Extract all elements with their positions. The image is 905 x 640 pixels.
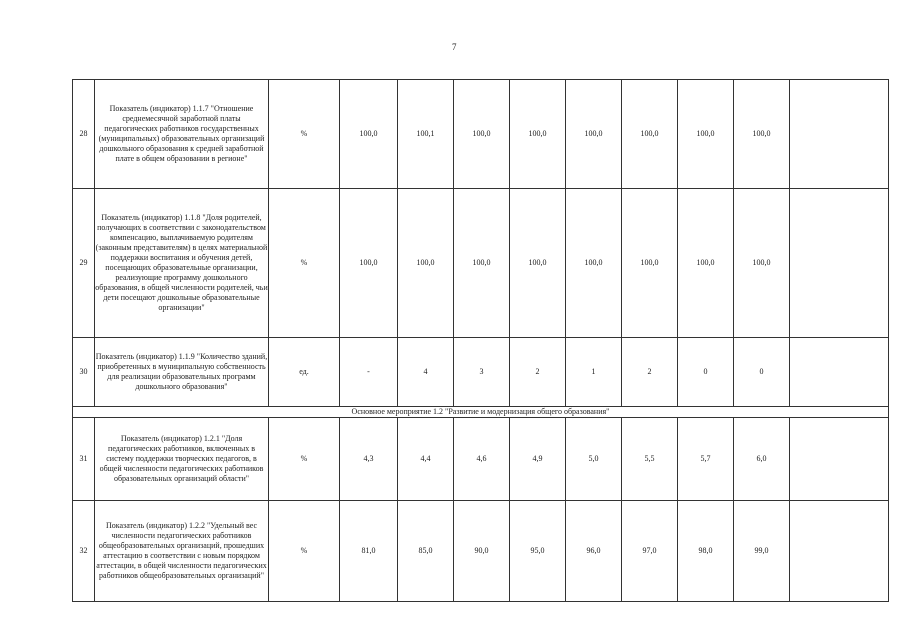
value-cell: 97,0 xyxy=(622,501,678,602)
value-cell: 100,0 xyxy=(734,80,790,189)
table-row xyxy=(73,501,889,602)
value-cell: 100,0 xyxy=(566,80,622,189)
section-row xyxy=(73,407,889,418)
unit-cell: ед. xyxy=(269,338,340,407)
value-cell: 100,0 xyxy=(454,189,510,338)
value-cell: 95,0 xyxy=(510,501,566,602)
value-cell: - xyxy=(340,338,398,407)
value-cell: 99,0 xyxy=(734,501,790,602)
value-cell: 2 xyxy=(510,338,566,407)
table-row xyxy=(73,338,889,407)
value-cell: 100,0 xyxy=(340,80,398,189)
row-number: 31 xyxy=(73,418,95,501)
value-cell: 3 xyxy=(454,338,510,407)
indicator-name: Показатель (индикатор) 1.2.1 "Доля педагогических работников, включенных в систему поддержки творческих педагогов, в общей численности педагогических работников образовательных организаций области" xyxy=(95,418,269,501)
value-cell: 100,0 xyxy=(510,189,566,338)
unit-cell: % xyxy=(269,189,340,338)
page-number: 7 xyxy=(452,42,457,52)
value-cell: 4,6 xyxy=(454,418,510,501)
row-number: 32 xyxy=(73,501,95,602)
unit-cell: % xyxy=(269,501,340,602)
indicator-name: Показатель (индикатор) 1.1.8 "Доля родителей, получающих в соответствии с законодательством компенсацию, выплачиваемую родителям (законным представителям) в целях материальной поддержки воспитания и обучения детей, посещающих образовательные организации, реализующие программу дошкольного образования, в общей численности родителей, чьи дети посещают дошкольные образовательные организации" xyxy=(95,189,269,338)
value-cell: 4,3 xyxy=(340,418,398,501)
value-cell: 5,5 xyxy=(622,418,678,501)
empty-cell xyxy=(790,418,889,501)
row-number: 30 xyxy=(73,338,95,407)
indicator-name: Показатель (индикатор) 1.1.9 "Количество зданий, приобретенных в муниципальную собственность для реализации образовательных программ дошкольного образования" xyxy=(95,338,269,407)
value-cell: 4,9 xyxy=(510,418,566,501)
value-cell: 5,0 xyxy=(566,418,622,501)
value-cell: 100,0 xyxy=(678,189,734,338)
value-cell: 100,0 xyxy=(734,189,790,338)
value-cell: 81,0 xyxy=(340,501,398,602)
empty-cell xyxy=(790,501,889,602)
table-row xyxy=(73,80,889,189)
value-cell: 100,0 xyxy=(678,80,734,189)
value-cell: 0 xyxy=(678,338,734,407)
value-cell: 100,0 xyxy=(340,189,398,338)
value-cell: 1 xyxy=(566,338,622,407)
value-cell: 90,0 xyxy=(454,501,510,602)
empty-cell xyxy=(790,189,889,338)
value-cell: 100,0 xyxy=(566,189,622,338)
value-cell: 100,0 xyxy=(454,80,510,189)
value-cell: 6,0 xyxy=(734,418,790,501)
indicator-table xyxy=(72,79,889,602)
table-row xyxy=(73,189,889,338)
row-number: 29 xyxy=(73,189,95,338)
value-cell: 5,7 xyxy=(678,418,734,501)
value-cell: 96,0 xyxy=(566,501,622,602)
indicator-name: Показатель (индикатор) 1.2.2 "Удельный вес численности педагогических работников общеобразовательных организаций, прошедших аттестацию в соответствии с новым порядком аттестации, в общей численности педагогических работников общеобразовательных организаций" xyxy=(95,501,269,602)
indicator-name: Показатель (индикатор) 1.1.7 "Отношение среднемесячной заработной платы педагогических работников государственных (муниципальных) образовательных организаций дошкольного образования к средней заработной плате в общем образовании в регионе" xyxy=(95,80,269,189)
value-cell: 4 xyxy=(398,338,454,407)
empty-cell xyxy=(790,80,889,189)
value-cell: 98,0 xyxy=(678,501,734,602)
value-cell: 4,4 xyxy=(398,418,454,501)
value-cell: 100,0 xyxy=(398,189,454,338)
value-cell: 85,0 xyxy=(398,501,454,602)
empty-cell xyxy=(790,338,889,407)
table-row xyxy=(73,418,889,501)
value-cell: 2 xyxy=(622,338,678,407)
unit-cell: % xyxy=(269,418,340,501)
value-cell: 100,0 xyxy=(622,189,678,338)
value-cell: 100,0 xyxy=(622,80,678,189)
unit-cell: % xyxy=(269,80,340,189)
section-heading: Основное мероприятие 1.2 "Развитие и модернизация общего образования" xyxy=(73,407,889,418)
value-cell: 100,1 xyxy=(398,80,454,189)
value-cell: 100,0 xyxy=(510,80,566,189)
row-number: 28 xyxy=(73,80,95,189)
value-cell: 0 xyxy=(734,338,790,407)
